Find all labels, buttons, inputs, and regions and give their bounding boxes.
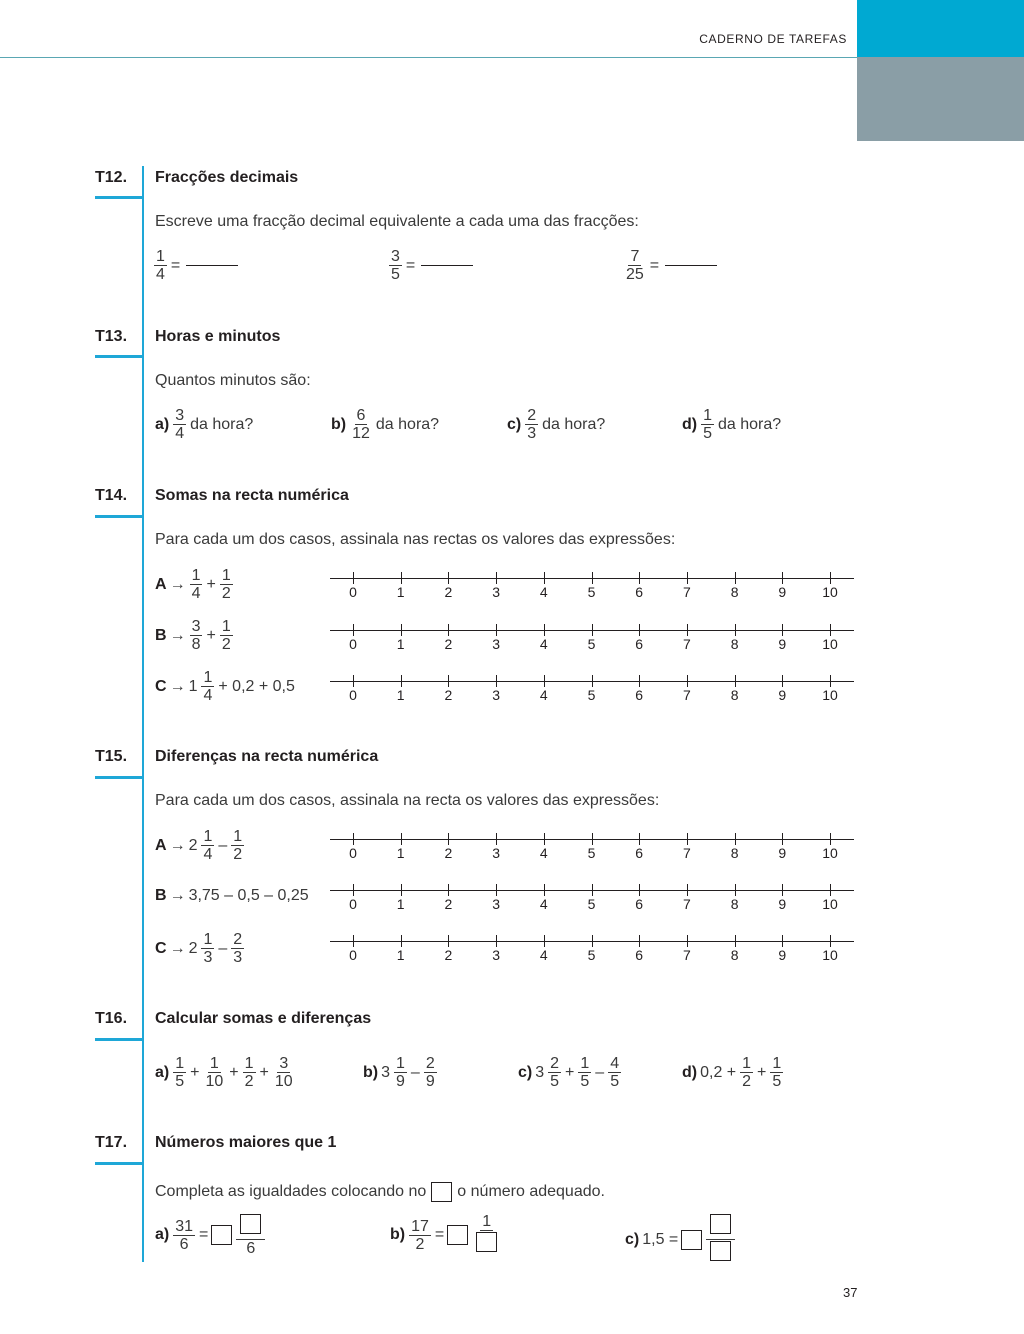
page-number: 37 [843,1285,858,1300]
number-line-tick [639,675,640,687]
number-line-tick-label: 0 [349,845,357,861]
fraction: $\frac{2}{9}$ [425,1055,435,1090]
number-line-tick [496,935,497,947]
number-line-tick-label: 6 [635,845,644,861]
task-underline [95,776,142,779]
answer-box-whole[interactable] [211,1225,232,1245]
number-line-tick [544,833,545,845]
number-line-tick-label: 6 [635,947,644,963]
t14-expression-b: B → $\frac{3}{8}$ + $\frac{1}{2}$ [155,618,231,653]
fraction: $\frac{17}{2}$ [411,1217,429,1253]
number-line-tick [782,624,783,636]
number-line-tick-label: 7 [682,687,691,703]
fraction: 1 [472,1213,501,1257]
number-line-tick [496,675,497,687]
number-line-tick-label: 10 [822,845,838,861]
answer-box-numerator[interactable] [710,1214,731,1234]
fraction: $\frac{1}{2}$ [244,1055,254,1090]
number-line-tick [401,572,402,584]
number-line-tick-label: 8 [730,636,739,652]
number-line-tick-label: 9 [778,845,787,861]
fraction: $\frac{1}{2}$ [233,828,243,863]
number-line-tick [735,935,736,947]
t12-item-a: $\frac{1}{4}$ = [153,248,238,283]
number-line-tick [401,935,402,947]
number-line-tick [401,624,402,636]
number-line-tick-label: 9 [778,636,787,652]
number-line-tick [592,833,593,845]
number-line-tick [830,624,831,636]
number-line-tick [353,675,354,687]
fraction: $\frac{1}{3}$ [203,931,213,966]
task-underline [95,1162,142,1165]
number-line-tick [782,884,783,896]
t13-item-d: d) $\frac{1}{5}$ da hora? [682,407,782,442]
number-line-tick-label: 3 [492,584,500,600]
task-underline [95,1038,142,1041]
number-line-tick-label: 3 [492,687,500,703]
number-line-tick-label: 0 [349,947,357,963]
number-line-tick-label: 9 [778,584,787,600]
number-line[interactable] [330,880,854,910]
t17-item-a: a) $\frac{31}{6}$ = 6 [155,1213,266,1257]
number-line-tick [735,572,736,584]
number-line-tick-label: 1 [396,947,405,963]
task-number-t13: T13. [95,328,128,345]
number-line[interactable] [330,931,854,961]
t14-expression-c: C → 1 $\frac{1}{4}$ + 0,2 + 0,5 [155,669,295,704]
fraction: $\frac{1}{2}$ [221,567,231,602]
header-accent-grey [857,57,1024,141]
fraction: $\frac{1}{4}$ [156,248,165,283]
t17-item-c: c) 1,5 = [625,1213,736,1266]
number-line-tick [353,833,354,845]
number-line-tick-label: 5 [587,896,596,912]
number-line-tick-label: 2 [444,584,453,600]
number-line-tick [639,624,640,636]
fraction: $\frac{3}{10}$ [274,1055,293,1090]
number-line-tick [830,833,831,845]
number-line-tick [735,884,736,896]
number-line-tick-label: 2 [444,947,453,963]
number-line-tick [782,833,783,845]
fraction: $\frac{2}{3}$ [233,931,243,966]
t12-item-c: $\frac{7}{25}$ = [623,248,717,283]
number-line-tick [735,624,736,636]
number-line-tick-label: 4 [539,687,548,703]
number-line-tick [448,935,449,947]
number-line-tick [496,833,497,845]
number-line[interactable] [330,671,854,701]
number-line-tick-label: 4 [539,896,548,912]
number-line-tick-label: 6 [635,636,644,652]
number-line-tick-label: 7 [682,947,691,963]
t12-item-b: $\frac{3}{5}$ = [388,248,473,283]
t16-item-a: a) $\frac{1}{5}$ + $\frac{1}{10}$ + $\frac{1}{2}$ + $\frac{3}{10}$ [155,1055,293,1090]
t13-item-c: c) $\frac{2}{3}$ da hora? [507,407,606,442]
number-line-tick [592,624,593,636]
number-line-tick [687,833,688,845]
number-line-tick [544,624,545,636]
number-line-tick-label: 2 [444,845,453,861]
t15-expression-b: B → 3,75 – 0,5 – 0,25 [155,887,309,904]
task-title-t13: Horas e minutos [155,328,281,345]
fraction: $\frac{1}{5}$ [580,1055,590,1090]
number-line-tick [687,935,688,947]
number-line-tick [496,884,497,896]
number-line-tick [830,675,831,687]
number-line-tick-label: 8 [730,845,739,861]
task-number-t15: T15. [95,748,128,765]
task-instruction-t14: Para cada um dos casos, assinala nas rectas os valores das expressões: [155,531,676,548]
fraction: $\frac{7}{25}$ [626,248,644,283]
number-line-tick [353,572,354,584]
number-line-tick [687,572,688,584]
number-line-tick-label: 9 [778,896,787,912]
number-line-tick [401,884,402,896]
fraction: $\frac{4}{5}$ [610,1055,620,1090]
fraction: $\frac{1}{2}$ [221,618,231,653]
number-line-tick-label: 3 [492,845,500,861]
number-line-tick [544,884,545,896]
number-line-tick [448,624,449,636]
number-line-tick [639,833,640,845]
t16-item-b: b) 3 $\frac{1}{9}$ – $\frac{2}{9}$ [363,1055,435,1090]
number-line-tick-label: 10 [822,584,838,600]
number-line[interactable] [330,829,854,859]
number-line-tick-label: 4 [539,636,548,652]
fraction: $\frac{2}{5}$ [550,1055,560,1090]
task-underline [95,196,142,199]
number-line-tick [639,935,640,947]
answer-box-denominator[interactable] [710,1241,731,1261]
answer-blank[interactable] [186,265,238,266]
fraction: $\frac{1}{5}$ [703,407,713,442]
number-line-tick-label: 3 [492,636,500,652]
fraction: $\frac{3}{4}$ [175,407,185,442]
number-line-tick-label: 6 [635,896,644,912]
number-line-tick-label: 5 [587,947,596,963]
number-line-tick [353,624,354,636]
number-line-tick-label: 5 [587,845,596,861]
number-line-tick-label: 1 [396,845,405,861]
number-line-tick-label: 6 [635,687,644,703]
number-line-tick [448,833,449,845]
number-line-tick-label: 10 [822,687,838,703]
answer-box-denominator[interactable] [476,1232,497,1252]
number-line-tick-label: 5 [587,636,596,652]
task-title-t16: Calcular somas e diferenças [155,1010,372,1027]
t16-item-c: c) 3 $\frac{2}{5}$ + $\frac{1}{5}$ – $\frac{4}{5}$ [518,1055,620,1090]
task-title-t17: Números maiores que 1 [155,1134,337,1151]
task-underline [95,515,142,518]
number-line-tick [448,884,449,896]
task-title-t15: Diferenças na recta numérica [155,748,379,765]
number-line-tick-label: 1 [396,636,405,652]
fraction: $\frac{3}{8}$ [191,618,201,653]
number-line-tick-label: 10 [822,636,838,652]
number-line-tick [687,624,688,636]
number-line-tick-label: 8 [730,687,739,703]
number-line-tick [735,833,736,845]
number-line[interactable] [330,620,854,650]
margin-rule [142,166,144,1262]
number-line-tick-label: 4 [539,584,548,600]
number-line-tick-label: 0 [349,584,357,600]
number-line-tick-label: 9 [778,947,787,963]
fraction: $\frac{1}{4}$ [203,669,213,704]
number-line-tick [544,675,545,687]
number-line-tick [592,884,593,896]
fraction: $\frac{1}{4}$ [191,567,201,602]
number-line-tick [735,675,736,687]
fraction: $\frac{1}{2}$ [742,1055,752,1090]
fraction: 6 [236,1213,265,1257]
answer-blank[interactable] [665,265,717,266]
answer-box-numerator[interactable] [240,1214,261,1234]
number-line-tick-label: 9 [778,687,787,703]
number-line-tick [639,884,640,896]
header-accent-blue [857,0,1024,57]
number-line-tick-label: 4 [539,845,548,861]
header-rule [0,57,857,58]
number-line-tick-label: 10 [822,947,838,963]
answer-blank[interactable] [421,265,473,266]
number-line-tick-label: 2 [444,636,453,652]
t14-expression-a: A → $\frac{1}{4}$ + $\frac{1}{2}$ [155,567,231,602]
number-line-tick-label: 2 [444,687,453,703]
number-line-tick [687,675,688,687]
number-line-tick [401,675,402,687]
number-line-tick-label: 8 [730,896,739,912]
task-number-t12: T12. [95,169,128,186]
fraction: $\frac{3}{5}$ [391,248,400,283]
number-line-tick [782,675,783,687]
number-line-tick [830,572,831,584]
task-title-t14: Somas na recta numérica [155,487,349,504]
answer-box-example [431,1182,452,1202]
number-line-tick [401,833,402,845]
task-underline [95,355,142,358]
fraction: $\frac{1}{9}$ [396,1055,405,1090]
number-line-tick-label: 8 [730,584,739,600]
number-line-tick [496,624,497,636]
fraction: $\frac{1}{4}$ [203,828,213,863]
t15-expression-a: A → 2 $\frac{1}{4}$ – $\frac{1}{2}$ [155,828,243,863]
number-line-tick [448,572,449,584]
task-instruction-t15: Para cada um dos casos, assinala na recta os valores das expressões: [155,792,660,809]
number-line-tick [830,935,831,947]
number-line-tick-label: 10 [822,896,838,912]
number-line-tick-label: 0 [349,687,357,703]
t15-expression-c: C → 2 $\frac{1}{3}$ – $\frac{2}{3}$ [155,931,243,966]
fraction: $\frac{6}{12}$ [352,407,370,442]
t13-item-a: a) $\frac{3}{4}$ da hora? [155,407,254,442]
number-line-tick-label: 7 [682,896,691,912]
task-instruction-t13: Quantos minutos são: [155,372,311,389]
number-line-tick-label: 5 [587,687,596,703]
number-line-tick [639,572,640,584]
number-line-tick [782,572,783,584]
number-line-tick-label: 3 [492,947,500,963]
fraction: $\frac{1}{10}$ [205,1055,224,1090]
fraction [706,1213,735,1266]
number-line-tick-label: 0 [349,896,357,912]
number-line-tick-label: 7 [682,584,691,600]
number-line-tick-label: 5 [587,584,596,600]
task-number-t14: T14. [95,487,128,504]
t17-item-b: b) $\frac{17}{2}$ = 1 [390,1213,502,1257]
number-line-tick-label: 1 [396,896,405,912]
number-line-tick [687,884,688,896]
number-line-tick [496,572,497,584]
number-line[interactable] [330,568,854,598]
number-line-tick [448,675,449,687]
task-instruction-t12: Escreve uma fracção decimal equivalente a cada uma das fracções: [155,213,639,230]
number-line-tick [544,572,545,584]
number-line-tick [544,935,545,947]
number-line-tick-label: 1 [396,687,405,703]
number-line-tick-label: 8 [730,947,739,963]
number-line-tick [830,884,831,896]
number-line-tick-label: 3 [492,896,500,912]
answer-box-whole[interactable] [447,1225,468,1245]
number-line-tick-label: 4 [539,947,548,963]
number-line-tick-label: 7 [682,845,691,861]
number-line-tick-label: 0 [349,636,357,652]
number-line-tick [592,572,593,584]
fraction: $\frac{1}{5}$ [772,1055,782,1090]
number-line-tick [782,935,783,947]
t16-item-d: d) 0,2 + $\frac{1}{2}$ + $\frac{1}{5}$ [682,1055,782,1090]
task-number-t17: T17. [95,1134,128,1151]
number-line-tick [592,935,593,947]
fraction: $\frac{31}{6}$ [175,1217,194,1253]
fraction: $\frac{1}{5}$ [175,1055,185,1090]
task-number-t16: T16. [95,1010,128,1027]
number-line-tick [353,935,354,947]
fraction: $\frac{2}{3}$ [527,407,537,442]
number-line-tick [592,675,593,687]
task-instruction-t17: Completa as igualdades colocando no o número adequado. [155,1183,605,1200]
number-line-tick-label: 1 [396,584,405,600]
answer-box-whole[interactable] [681,1230,702,1250]
number-line-tick-label: 6 [635,584,644,600]
number-line-tick-label: 2 [444,896,453,912]
number-line-tick-label: 7 [682,636,691,652]
number-line-tick [353,884,354,896]
header-title: CADERNO DE TAREFAS [699,32,847,46]
task-title-t12: Fracções decimais [155,169,299,186]
t13-item-b: b) $\frac{6}{12}$ da hora? [331,407,440,442]
